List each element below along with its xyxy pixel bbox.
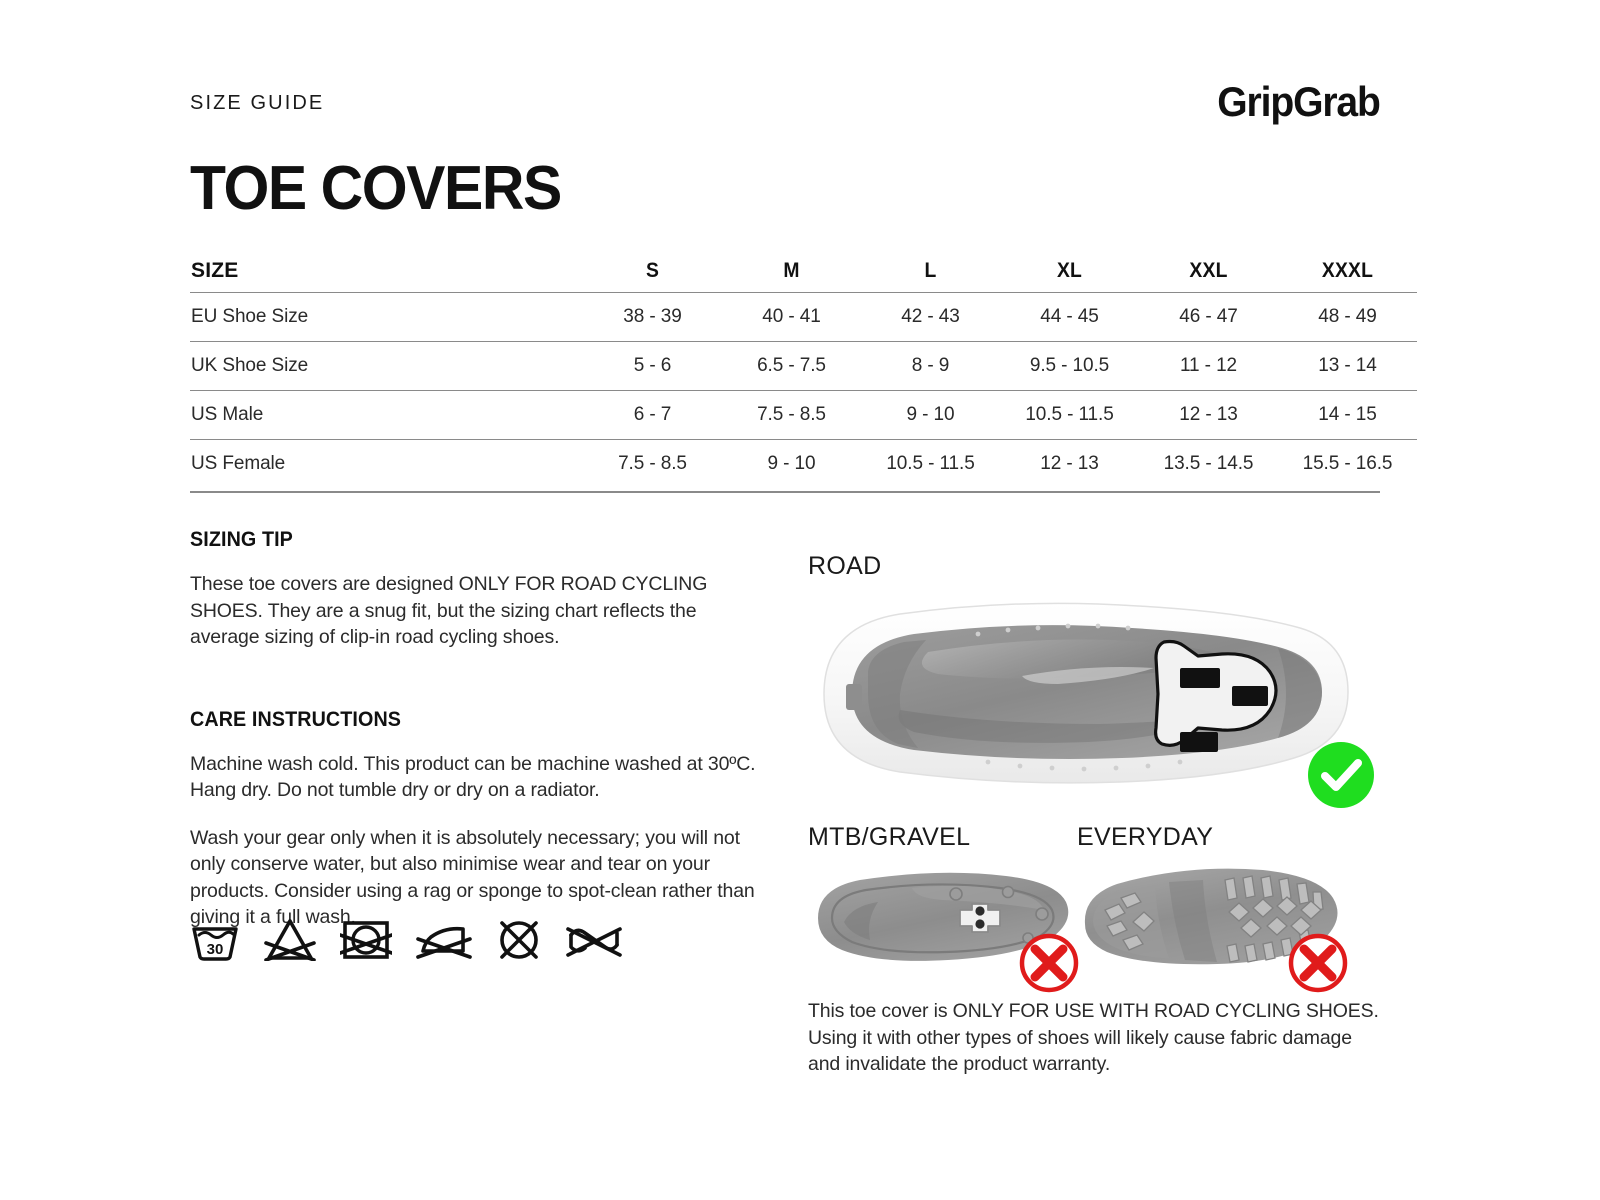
do-not-dry-clean-icon xyxy=(496,917,542,961)
table-header-xxl: XXL xyxy=(1189,258,1228,282)
table-row xyxy=(190,439,1417,488)
table-row xyxy=(190,390,1417,439)
road-shoe-illustration xyxy=(808,590,1380,790)
incompatible-shoes-row xyxy=(808,823,1380,972)
road-shoe-block xyxy=(808,552,1380,790)
table-bottom-divider xyxy=(190,491,1380,493)
cell-usf-xl: 12 - 13 xyxy=(1040,452,1099,474)
cell-eu-l: 42 - 43 xyxy=(901,305,960,327)
road-approved-badge xyxy=(1308,742,1374,808)
table-header-m: M xyxy=(783,258,800,282)
cell-usm-s: 6 - 7 xyxy=(633,403,672,425)
table-header-l: L xyxy=(924,258,937,282)
do-not-wring-icon xyxy=(565,917,623,961)
mtb-shoe-label: MTB/GRAVEL xyxy=(808,823,971,851)
size-guide-page xyxy=(190,0,1393,1200)
cell-eu-m: 40 - 41 xyxy=(762,305,821,327)
compatibility-warning-text: This toe cover is ONLY FOR USE WITH ROAD CYCLING SHOES. Using it with other types of shoes will likely cause fabric damage and invalidate the product warranty. xyxy=(808,1000,1379,1075)
row-label-us-male: US Male xyxy=(191,403,264,425)
cell-usf-l: 10.5 - 11.5 xyxy=(886,452,975,474)
cell-uk-xl: 9.5 - 10.5 xyxy=(1029,354,1110,376)
table-row xyxy=(190,292,1417,341)
table-row xyxy=(190,341,1417,390)
size-chart-table xyxy=(190,250,1417,488)
cell-eu-xl: 44 - 45 xyxy=(1040,305,1099,327)
page-header xyxy=(190,78,1380,132)
care-text-2: Wash your gear only when it is absolutely necessary; you will not only conserve water, but also minimise wear and tear on your products. Consider using a rag or sponge to spot-clean rather than giving it a full wash. xyxy=(190,826,755,928)
wash-30-icon xyxy=(190,917,240,961)
cell-eu-xxxl: 48 - 49 xyxy=(1318,305,1377,327)
cell-usm-xl: 10.5 - 11.5 xyxy=(1025,403,1114,425)
row-label-eu: EU Shoe Size xyxy=(191,305,309,327)
cell-uk-xxxl: 13 - 14 xyxy=(1318,354,1377,376)
row-label-us-female: US Female xyxy=(191,452,286,474)
cell-eu-s: 38 - 39 xyxy=(623,305,682,327)
table-header-row xyxy=(190,250,1417,292)
everyday-shoe-block xyxy=(1077,823,1349,972)
care-symbol-row xyxy=(190,917,623,961)
cell-usm-l: 9 - 10 xyxy=(906,403,955,425)
cell-usm-m: 7.5 - 8.5 xyxy=(757,403,826,425)
table-header-xl: XL xyxy=(1056,258,1083,282)
mtb-shoe-block xyxy=(808,823,1080,972)
cell-usm-xxxl: 14 - 15 xyxy=(1318,403,1377,425)
cell-usf-s: 7.5 - 8.5 xyxy=(618,452,687,474)
road-shoe-label: ROAD xyxy=(808,552,882,580)
everyday-shoe-label: EVERYDAY xyxy=(1077,823,1214,851)
table-header-s: S xyxy=(645,258,660,282)
table-header-xxxl: XXXL xyxy=(1321,258,1374,282)
care-text-1: Machine wash cold. This product can be machine washed at 30ºC. Hang dry. Do not tumble dry or dry on a radiator. xyxy=(190,752,756,801)
page-title: TOE COVERS xyxy=(190,154,561,223)
cell-eu-xxl: 46 - 47 xyxy=(1179,305,1238,327)
care-heading: CARE INSTRUCTIONS xyxy=(190,707,402,731)
brand-logo: GripGrab xyxy=(1217,78,1380,125)
cell-uk-l: 8 - 9 xyxy=(911,354,950,376)
cell-usf-m: 9 - 10 xyxy=(767,452,816,474)
do-not-iron-icon xyxy=(415,917,473,961)
everyday-shoe-illustration xyxy=(1077,862,1349,972)
cell-usf-xxl: 13.5 - 14.5 xyxy=(1163,452,1254,474)
table-header-size: SIZE xyxy=(191,258,239,282)
everyday-denied-badge xyxy=(1287,932,1349,994)
cell-usf-xxxl: 15.5 - 16.5 xyxy=(1302,452,1393,474)
cell-usm-xxl: 12 - 13 xyxy=(1179,403,1238,425)
mtb-shoe-illustration xyxy=(808,862,1080,972)
do-not-tumble-dry-icon xyxy=(340,917,392,961)
sizing-tip-text: These toe covers are designed ONLY FOR ROAD CYCLING SHOES. They are a snug fit, but the sizing chart reflects the average sizing of clip-in road cycling shoes. xyxy=(190,573,708,648)
sizing-tip-heading: SIZING TIP xyxy=(190,528,293,551)
wash-temperature-label: 30 xyxy=(206,941,224,958)
care-instructions-block xyxy=(190,708,770,931)
left-content-column xyxy=(190,528,770,931)
mtb-denied-badge xyxy=(1018,932,1080,994)
compatibility-column xyxy=(808,552,1380,972)
row-label-uk: UK Shoe Size xyxy=(191,354,309,376)
cell-uk-s: 5 - 6 xyxy=(633,354,672,376)
cell-uk-xxl: 11 - 12 xyxy=(1179,354,1238,376)
cell-uk-m: 6.5 - 7.5 xyxy=(757,354,826,376)
do-not-bleach-icon xyxy=(263,917,317,961)
page-kicker: SIZE GUIDE xyxy=(190,92,325,114)
